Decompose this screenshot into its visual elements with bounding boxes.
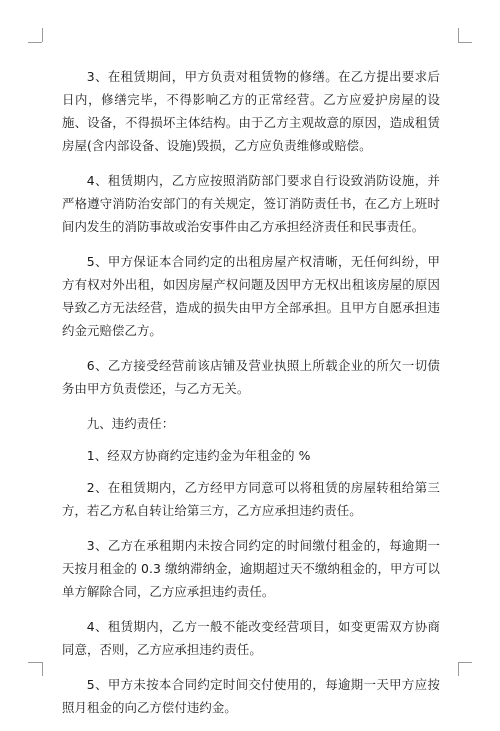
breach-clause-2: 2、在租赁期内，乙方经甲方同意可以将租赁的房屋转租给第三方，若乙方私自转让给第三方，乙方应承担违约责任。 — [62, 480, 440, 518]
clause-3-repairs: 3、在租赁期间，甲方负责对租赁物的修缮。在乙方提出要求后日内，修缮完毕，不得影响乙方的正常经营。乙方应爱护房屋的设施、设备，不得损坏主体结构。由于乙方主观故意的原因，造成租赁房屋(含内部设备、设施)毁损，乙方应负责维修或赔偿。 — [62, 69, 440, 153]
clause-5-property-rights: 5、甲方保证本合同约定的出租房屋产权清晰，无任何纠纷，甲方有权对外出租，如因房屋产权问题及因甲方无权出租该房屋的原因导致乙方无法经营，造成的损失由甲方全部承担。且甲方自愿承担违约金元赔偿乙方。 — [62, 254, 440, 338]
breach-clause-1: 1、经双方协商约定违约金为年租金的 % — [86, 448, 311, 463]
clause-6-debts: 6、乙方接受经营前该店铺及营业执照上所载企业的所欠一切债务由甲方负责偿还，与乙方无关。 — [62, 358, 440, 396]
breach-clause-3: 3、乙方在承租期内未按合同约定的时间缴付租金的，每逾期一天按月租金的 0.3 缴纳滞纳金，逾期超过天不缴纳租金的，甲方可以单方解除合同，乙方应承担违约责任。 — [62, 538, 440, 599]
clause-4-fire-safety: 4、租赁期内，乙方应按照消防部门要求自行设致消防设施，并严格遵守消防治安部门的有关规定，签订消防责任书，在乙方上班时间内发生的消防事故或治安事件由乙方承担经济责任和民事责任。 — [62, 173, 440, 234]
section-heading-breach: 九、违约责任： — [86, 416, 175, 431]
breach-clause-4: 4、租赁期内，乙方一般不能改变经营项目，如变更需双方协商同意，否则，乙方应承担违约责任。 — [62, 619, 440, 657]
document-body — [62, 65, 440, 731]
breach-clause-5: 5、甲方未按本合同约定时间交付使用的，每逾期一天甲方应按照月租金的向乙方偿付违约金。 — [62, 677, 440, 715]
